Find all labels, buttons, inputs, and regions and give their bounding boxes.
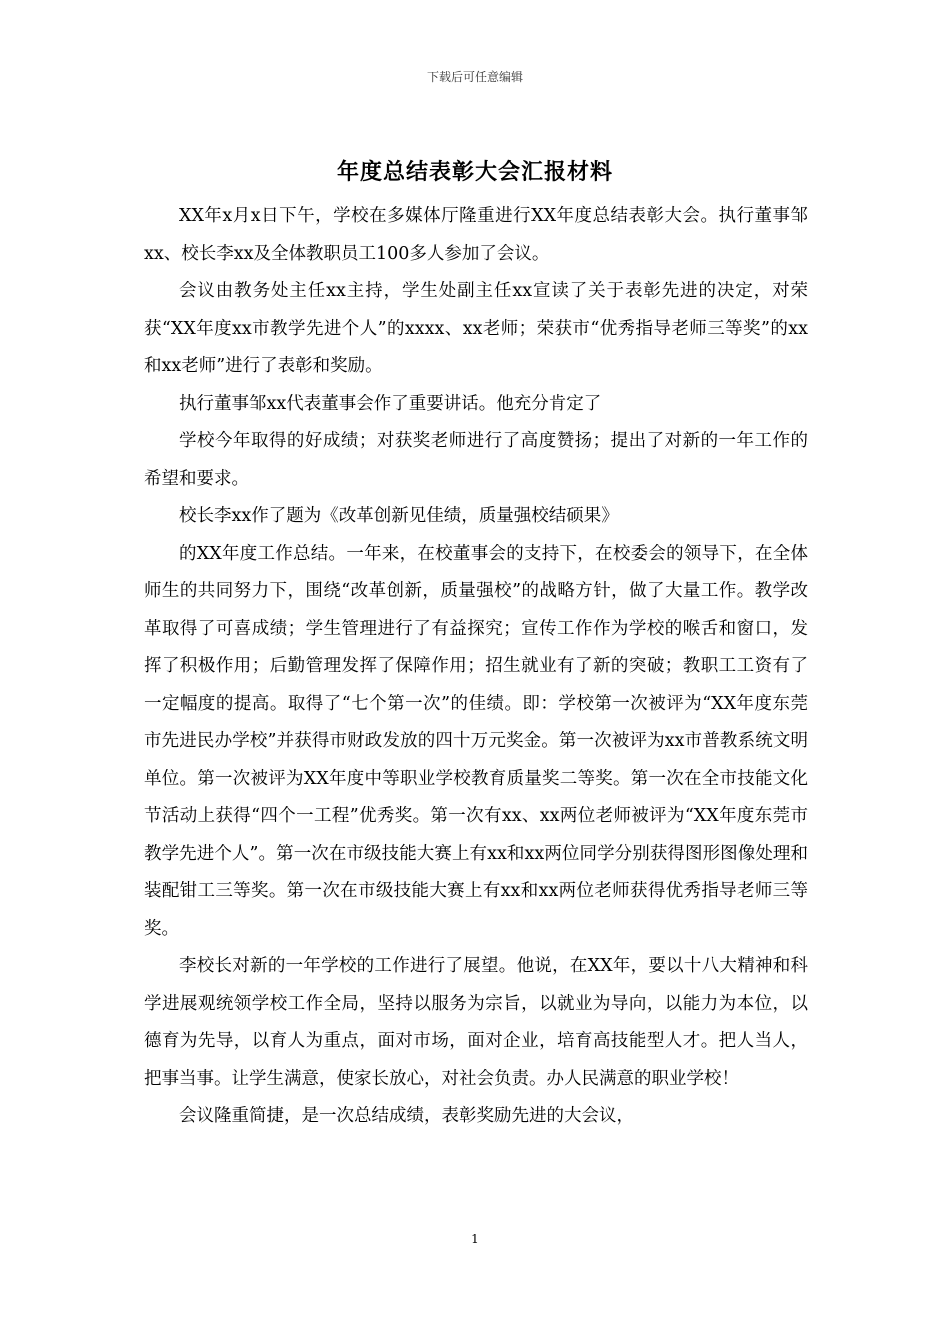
document-body (144, 198, 808, 1136)
paragraph-2: 会议由教务处主任xx主持，学生处副主任xx宣读了关于表彰先进的决定，对荣获“XX年度xx市教学先进个人”的xxxx、xx老师；荣获市“优秀指导老师三等奖”的xx和xx老师”进行了表彰和奖励。 (144, 281, 808, 376)
document-title: 年度总结表彰大会汇报材料 (336, 160, 613, 185)
paragraph-7: 李校长对新的一年学校的工作进行了展望。他说，在XX年，要以十八大精神和科学进展观统领学校工作全局，坚持以服务为宗旨，以就业为导向，以能力为本位，以德育为先导，以育人为重点，面对市场，面对企业，培育高技能型人才。把人当人，把事当事。让学生满意，使家长放心，对社会负责。办人民满意的职业学校！ (144, 956, 808, 1089)
header-note: 下载后可任意编辑 (426, 70, 523, 84)
paragraph-6: 的XX年度工作总结。一年来，在校董事会的支持下，在校委会的领导下，在全体师生的共同努力下，围绕“改革创新，质量强校”的战略方针，做了大量工作。教学改革取得了可喜成绩；学生管理进行了有益探究；宣传工作作为学校的喉舌和窗口，发挥了积极作用；后勤管理发挥了保障作用；招生就业有了新的突破；教职工工资有了一定幅度的提高。取得了“七个第一次”的佳绩。即：学校第一次被评为“XX年度东莞市先进民办学校”并获得市财政发放的四十万元奖金。第一次被评为xx市普教系统文明单位。第一次被评为XX年度中等职业学校教育质量奖二等奖。第一次在全市技能文化节活动上获得“四个一工程”优秀奖。第一次有xx、xx两位老师被评为“XX年度东莞市教学先进个人”。第一次在市级技能大赛上有xx和xx两位同学分别获得图形图像处理和装配钳工三等奖。第一次在市级技能大赛上有xx和xx两位老师获得优秀指导老师三等奖。 (144, 543, 808, 939)
paragraph-1: XX年x月x日下午，学校在多媒体厅隆重进行XX年度总结表彰大会。执行董事邹xx、校长李xx及全体教职员工100多人参加了会议。 (144, 206, 808, 264)
paragraph-8: 会议隆重简捷，是一次总结成绩，表彰奖励先进的大会议， (179, 1106, 634, 1126)
paragraph-3: 执行董事邹xx代表董事会作了重要讲话。他充分肯定了 (179, 393, 602, 414)
paragraph-5: 校长李xx作了题为《改革创新见佳绩，质量强校结硕果》 (179, 506, 619, 526)
paragraph-4: 学校今年取得的好成绩；对获奖老师进行了高度赞扬；提出了对新的一年工作的希望和要求。 (144, 431, 808, 489)
page-number: 1 (471, 1232, 479, 1246)
